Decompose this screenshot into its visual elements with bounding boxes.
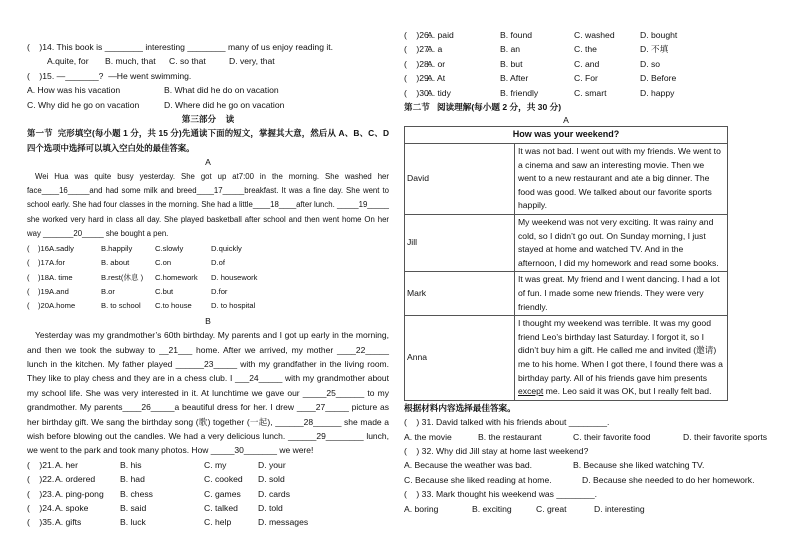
option: A. ordered — [55, 474, 96, 485]
option: A. Because the weather was bad. — [404, 460, 533, 471]
option: A. paid — [427, 30, 454, 40]
question-number: ( )22. — [27, 474, 55, 485]
question-number: ( )26. — [404, 30, 432, 40]
option: A.sadly — [49, 243, 74, 253]
question-15-stem: ( )15. —_______? —He went swimming. — [27, 70, 192, 81]
question-14-stem: ( )14. This book is ________ interesting ________ many of us enjoy reading it. — [27, 42, 334, 52]
question-row — [404, 71, 776, 85]
option: C. so that — [169, 56, 206, 67]
option: A. time — [49, 272, 73, 282]
passage-b-label: B — [205, 315, 211, 326]
option: D. very, that — [229, 56, 275, 67]
option: A. the movie — [404, 431, 452, 442]
table-row — [405, 316, 728, 401]
question-number: ( )16. — [27, 243, 52, 253]
table-row — [405, 144, 728, 215]
question-number: ( )28. — [404, 58, 432, 69]
question-number: ( )35. — [27, 517, 55, 528]
option: D. Because she needed to do her homework. — [582, 474, 755, 485]
option: B. After — [500, 73, 529, 84]
option: D. told — [258, 503, 283, 513]
option: D. happy — [640, 87, 675, 98]
question-row — [27, 501, 389, 515]
question-row — [27, 458, 389, 472]
option: C. help — [204, 517, 232, 528]
row-name: Jill — [405, 215, 515, 272]
option: B. his — [120, 459, 142, 470]
passage-a-questions — [27, 242, 389, 314]
option: C. washed — [574, 30, 615, 40]
question-33-stem: ( ) 33. Mark thought his weekend was ________. — [404, 489, 597, 500]
question-row — [404, 28, 776, 42]
option: A. At — [427, 73, 446, 84]
option: D.quickly — [211, 243, 242, 253]
option: C.but — [155, 286, 174, 296]
option: D. messages — [258, 517, 309, 528]
question-32-stem: ( ) 32. Why did Jill stay at home last weekend? — [404, 445, 589, 456]
reading-instruction: 根据材料内容选择最佳答案。 — [404, 402, 516, 413]
option: A.for — [49, 258, 66, 268]
table-row — [405, 215, 728, 272]
row-text — [515, 316, 728, 401]
passage-b-questions — [27, 458, 389, 530]
table-row — [405, 272, 728, 316]
option: D. to hospital — [211, 301, 256, 311]
anna-text-after: me. Leo said it was OK, but I really felt bad. — [543, 386, 712, 397]
option: C. great — [536, 503, 567, 514]
option: D. bought — [640, 30, 678, 40]
option: C.homework — [155, 272, 198, 282]
question-number: ( )17. — [27, 258, 52, 268]
passage-a-text: Wei Hua was quite busy yesterday. She got up at7:00 in the morning. She washed her face____16_____and had some milk and breed____17_____breakfast. It was a fine day. She went to school early. She had four classes in the morning. She had a little____18____after lunch. _____19_____ she worked very hard in class all day. She played basketball after school and then went home On her way _______20_____ she bought a pen. — [27, 171, 389, 239]
question-14-options — [27, 54, 389, 68]
cloze-questions-26-30 — [404, 28, 776, 100]
question-number: ( )21. — [27, 459, 55, 470]
option: B.rest(休息 ) — [101, 272, 144, 282]
option: B. but — [500, 58, 523, 69]
option: D. sold — [258, 474, 285, 485]
option: B. What did he do on vacation — [164, 85, 279, 96]
option: A. tidy — [427, 87, 451, 98]
question-number: ( )18. — [27, 272, 52, 282]
underlined-word-except: except — [518, 386, 544, 397]
option: B. chess — [120, 488, 153, 499]
option: B. exciting — [472, 503, 512, 514]
option: B. much, that — [105, 56, 156, 67]
option: C.on — [155, 258, 172, 268]
section-1-instruction: 第一节 完形填空(每小题 1 分，共 15 分)先通读下面的短文，掌握其大意，然后从 A、B、C、D 四个选项中选择可以填入空白处的最佳答案。 — [27, 128, 389, 153]
option: A. boring — [404, 503, 439, 514]
option: A.and — [49, 286, 69, 296]
option: D. housework — [211, 272, 258, 282]
left-column — [27, 40, 389, 530]
option: D. your — [258, 459, 286, 470]
option: B. found — [500, 30, 533, 40]
option: B.or — [101, 286, 115, 296]
option: C. and — [574, 58, 600, 69]
option: C.to house — [155, 301, 192, 311]
question-31-options — [404, 430, 776, 444]
question-row — [404, 42, 776, 56]
row-name: Anna — [405, 316, 515, 401]
passage-label: A — [563, 115, 569, 126]
anna-text-before: I thought my weekend was terrible. It was my good friend Leo’s birthday last Saturday. I forgot it, so I didn’t buy him a gift. He called me and invited (邀请) me to his home. When I got there, I found there was a birthday party. All of his friends gave him presents — [518, 318, 723, 383]
question-row — [27, 487, 389, 501]
passage-a-label: A — [205, 157, 211, 168]
option: D. cards — [258, 488, 290, 499]
option: A. gifts — [55, 517, 82, 528]
option: A. her — [55, 459, 78, 470]
question-row — [27, 256, 389, 270]
option: D.for — [211, 286, 228, 296]
row-name: David — [405, 144, 515, 215]
question-row — [27, 472, 389, 486]
row-text: It was great. My friend and I went dancing. I had a lot of fun. I made some new friends. They were very friendly. — [515, 272, 728, 316]
question-15-options-row1 — [27, 83, 389, 97]
part-3-title: 第三部分 读 — [181, 114, 235, 125]
question-row — [27, 285, 389, 299]
row-text: It was not bad. I went out with my friends. We went to a cinema and saw an interesting movie. Then we went to a new restaurant and ate a big dinner. The food was good. We talked about our favorite sports happily. — [515, 144, 728, 215]
option: D. Before — [640, 73, 677, 84]
question-number: ( )23. — [27, 488, 55, 499]
option: B. friendly — [500, 87, 539, 98]
option: B. to school — [101, 301, 141, 311]
option: A. spoke — [55, 503, 89, 513]
question-number: ( )19. — [27, 286, 52, 296]
question-number: ( )30. — [404, 87, 432, 98]
option: A.home — [49, 301, 76, 311]
weekend-table — [404, 126, 728, 400]
option: B. luck — [120, 517, 146, 528]
question-row — [404, 86, 776, 100]
row-name: Mark — [405, 272, 515, 316]
row-text: My weekend was not very exciting. It was rainy and cold, so I didn’t go out. On Sunday morning, I just stayed at home and watched TV. And in the afternoon, I did my homework and read some books. — [515, 215, 728, 272]
question-number: ( )24. — [27, 503, 55, 513]
question-32-options-row2 — [404, 473, 776, 487]
option: B. said — [120, 503, 147, 513]
option: B. an — [500, 44, 521, 55]
option: B. about — [101, 258, 130, 268]
table-title: How was your weekend? — [405, 127, 728, 144]
question-32-options-row1 — [404, 458, 776, 472]
option: C. smart — [574, 87, 607, 98]
option: C.slowly — [155, 243, 184, 253]
option: C. Why did he go on vacation — [27, 99, 140, 110]
question-row — [27, 515, 389, 529]
question-number: ( )27. — [404, 44, 432, 55]
option: B. Because she liked watching TV. — [573, 460, 705, 471]
question-33-options — [404, 502, 776, 516]
option: C. cooked — [204, 474, 243, 485]
option: C. games — [204, 488, 241, 499]
option: C. my — [204, 459, 227, 470]
option: A. How was his vacation — [27, 85, 121, 96]
option: D.of — [211, 258, 225, 268]
option: A.quite, for — [47, 56, 89, 67]
question-31-stem: ( ) 31. David talked with his friends about ________. — [404, 417, 610, 428]
option: A. ping-pong — [55, 488, 104, 499]
right-column — [404, 28, 776, 516]
option: D. interesting — [594, 503, 645, 514]
question-row — [404, 57, 776, 71]
option: D. 不填 — [640, 44, 669, 55]
option: B. had — [120, 474, 145, 485]
section-2-title: 第二节 阅读理解(每小题 2 分，共 30 分) — [404, 102, 562, 113]
option: C. talked — [204, 503, 238, 513]
option: B.happily — [101, 243, 133, 253]
option: A. a — [427, 44, 443, 55]
question-number: ( )29. — [404, 73, 432, 84]
option: C. their favorite food — [573, 431, 651, 442]
option: C. the — [574, 44, 597, 55]
question-row — [27, 271, 389, 285]
option: D. so — [640, 58, 661, 69]
option: D. their favorite sports — [683, 431, 768, 442]
option: B. the restaurant — [478, 431, 542, 442]
option: A. or — [427, 58, 446, 69]
question-row — [27, 242, 389, 256]
option: C. For — [574, 73, 598, 84]
question-number: ( )20. — [27, 301, 52, 311]
question-15-options-row2 — [27, 98, 389, 112]
option: C. Because she liked reading at home. — [404, 474, 552, 485]
question-row — [27, 299, 389, 313]
option: D. Where did he go on vacation — [164, 99, 285, 110]
passage-b-text: Yesterday was my grandmother’s 60th birthday. My parents and I got up early in the morning, and then we took the subway to __21___ home. After we arrived, my mother ____22_____ lunch in the kitchen. My father played ______23_____ with my grandfather in the living room. They like to play chess and they are in a chess club. I ___24_____ with my grandmother about my school life. She was very interested in it. At lunchtime we gave our _____25______ to my grandmother. My parents____26_____a beautiful dress for her. I drew ____27_____ picture as her birthday gift. We sang the birthday song (歌) together (一起), ______28______ she made a wish before blowing out the candles. We had a very delicious lunch. ______29________ lunch, we went to the park and took many photos. How _____30_______ we were! — [27, 330, 389, 456]
